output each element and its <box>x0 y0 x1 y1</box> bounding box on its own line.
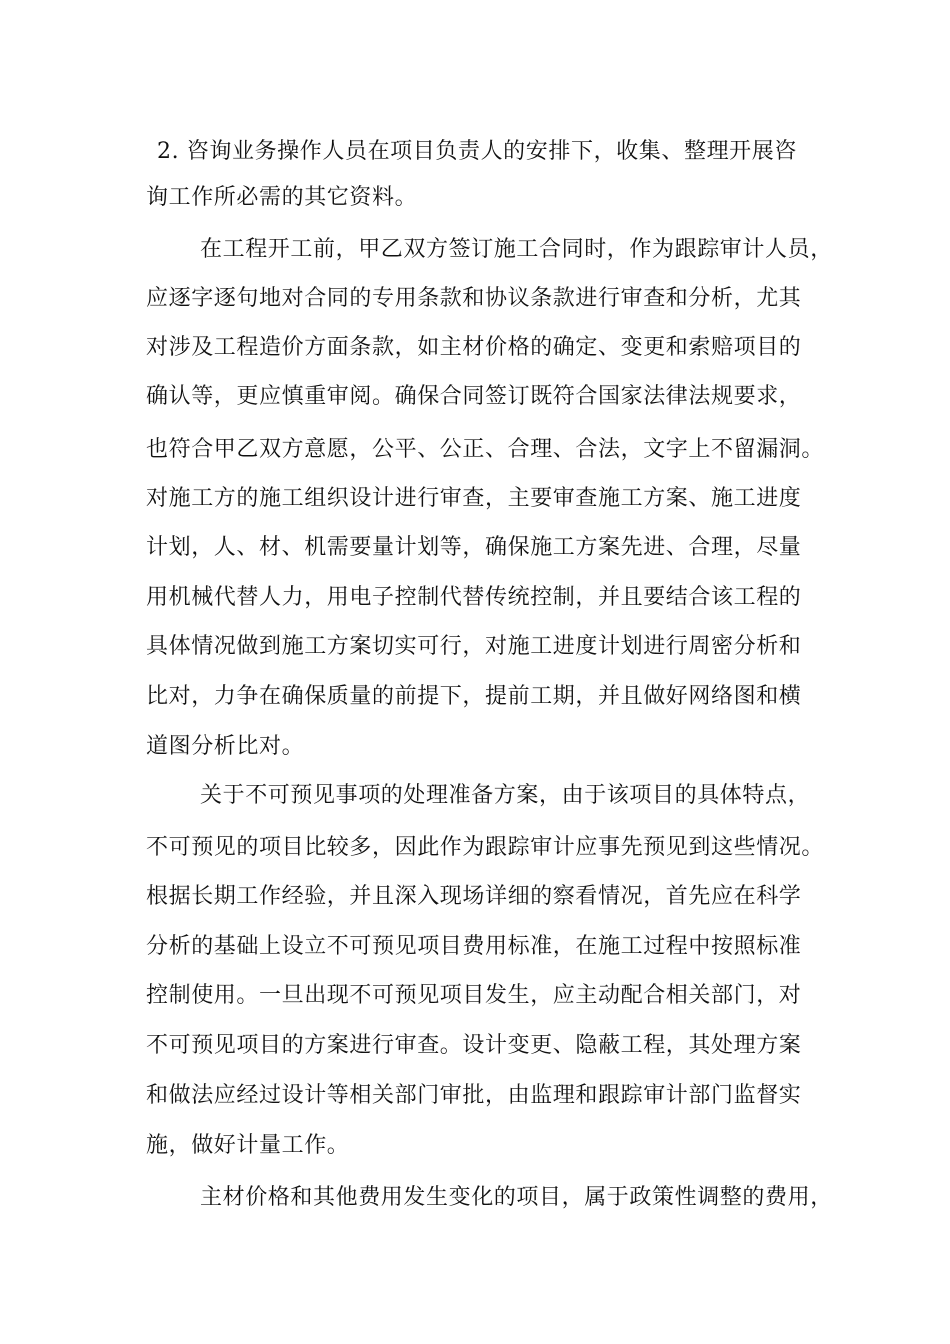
text-line: 施，做好计量工作。 <box>146 1133 350 1158</box>
text-line: 不可预见项目的方案进行审查。设计变更、隐蔽工程，其处理方案 <box>146 1033 802 1058</box>
text-line: 确认等，更应慎重审阅。确保合同签订既符合国家法律法规要求， <box>146 384 802 409</box>
text-line: 道图分析比对。 <box>146 734 305 759</box>
text-line: 主材价格和其他费用发生变化的项目，属于政策性调整的费用， <box>200 1185 833 1210</box>
text-line: 分析的基础上设立不可预见项目费用标准，在施工过程中按照标准 <box>146 934 802 959</box>
text-line: 计划，人、材、机需要量计划等，确保施工方案先进、合理，尽量 <box>146 535 802 560</box>
text-line: 根据长期工作经验，并且深入现场详细的察看情况，首先应在科学 <box>146 884 802 909</box>
text-line: 具体情况做到施工方案切实可行，对施工进度计划进行周密分析和 <box>146 634 802 659</box>
text-line: 对涉及工程造价方面条款，如主材价格的确定、变更和索赔项目的 <box>146 335 802 360</box>
text-line: 控制使用。一旦出现不可预见项目发生，应主动配合相关部门，对 <box>146 983 802 1008</box>
text-line: 用机械代替人力，用电子控制代替传统控制，并且要结合该工程的 <box>146 585 802 610</box>
text-line: 和做法应经过设计等相关部门审批，由监理和跟踪审计部门监督实 <box>146 1083 802 1108</box>
text-line: 关于不可预见事项的处理准备方案，由于该项目的具体特点， <box>200 783 811 808</box>
text-line: 应逐字逐句地对合同的专用条款和协议条款进行审查和分析，尤其 <box>146 286 802 311</box>
text-line: 比对，力争在确保质量的前提下，提前工期，并且做好网络图和横 <box>146 684 802 709</box>
text-line: 询工作所必需的其它资料。 <box>146 185 418 210</box>
text-line: 2. 咨询业务操作人员在项目负责人的安排下，收集、整理开展咨 <box>157 139 797 164</box>
text-line: 也符合甲乙双方意愿，公平、公正、合理、合法，文字上不留漏洞。 <box>146 437 825 462</box>
text-line: 对施工方的施工组织设计进行审查，主要审查施工方案、施工进度 <box>146 486 802 511</box>
text-line: 不可预见的项目比较多，因此作为跟踪审计应事先预见到这些情况。 <box>146 835 825 860</box>
text-line: 在工程开工前，甲乙双方签订施工合同时，作为跟踪审计人员， <box>200 237 833 262</box>
